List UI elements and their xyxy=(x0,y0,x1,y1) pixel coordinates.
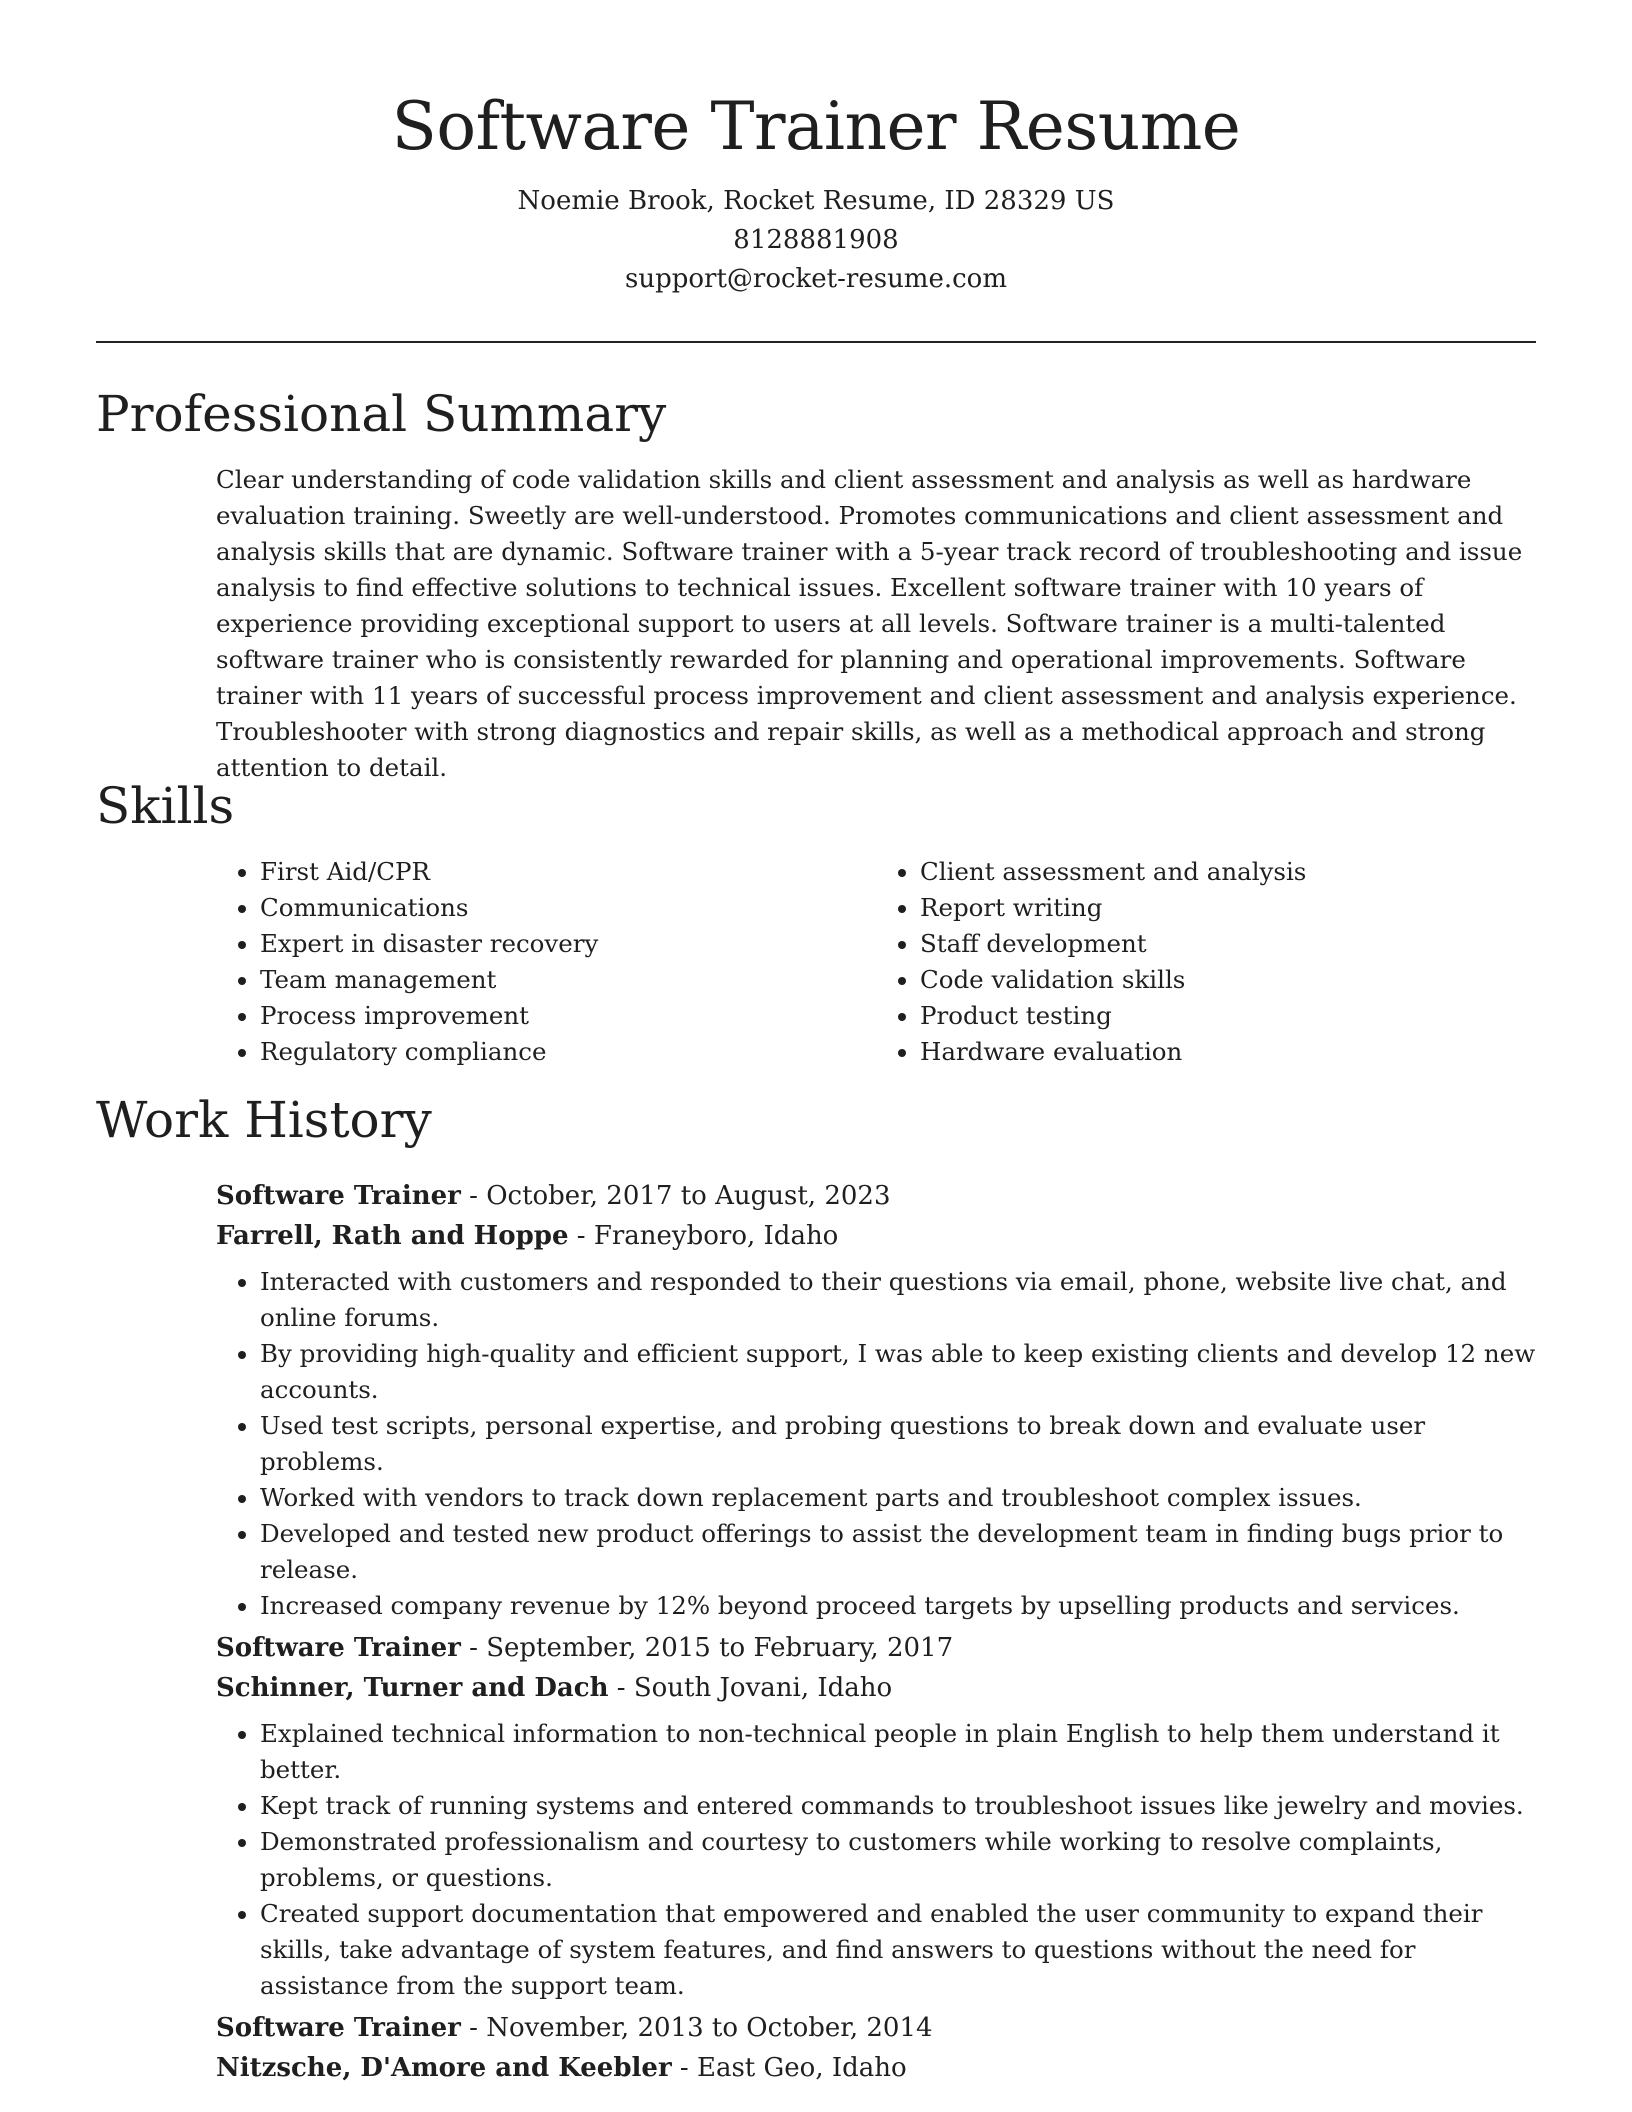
job-company-line: Nitzsche, D'Amore and Keebler - East Geo, Idaho xyxy=(216,2053,907,2083)
job-title: Software Trainer xyxy=(216,1633,461,1663)
contact-email: support@rocket-resume.com xyxy=(624,264,1007,294)
job-bullet: • Worked with vendors to track down replacement parts and troubleshoot complex issues. xyxy=(260,1480,1541,1516)
job-dates: October, 2017 to August, 2023 xyxy=(486,1181,891,1211)
skills-left-column xyxy=(216,854,876,1070)
skill-item: • Hardware evaluation xyxy=(920,1034,1536,1070)
job-bullets xyxy=(216,1716,1541,2004)
skill-item: • Expert in disaster recovery xyxy=(260,926,876,962)
job-title: Software Trainer xyxy=(216,2013,461,2043)
job-bullet: • Created support documentation that empowered and enabled the user community to expand their skills, take advantage of system features, and find answers to questions without the need for assistance from the support team. xyxy=(260,1896,1541,2004)
job-bullet: • Demonstrated professionalism and courtesy to customers while working to resolve complaints, problems, or questions. xyxy=(260,1824,1541,1896)
job-location: East Geo, Idaho xyxy=(696,2053,907,2083)
job-entry xyxy=(216,1628,1541,2004)
job-location: South Jovani, Idaho xyxy=(633,1673,893,1703)
job-dates: November, 2013 to October, 2014 xyxy=(486,2013,933,2043)
skill-item: • Process improvement xyxy=(260,998,876,1034)
job-company-line: Schinner, Turner and Dach - South Jovani, Idaho xyxy=(216,1673,893,1703)
job-title-line: Software Trainer - September, 2015 to February, 2017 xyxy=(216,1633,954,1663)
job-bullet: • Used test scripts, personal expertise, and probing questions to break down and evaluate user problems. xyxy=(260,1408,1541,1480)
skill-item: • Staff development xyxy=(920,926,1536,962)
skills-list xyxy=(216,854,1536,1070)
job-company: Schinner, Turner and Dach xyxy=(216,1673,609,1703)
job-bullet: • Developed and tested new product offerings to assist the development team in finding bugs prior to release. xyxy=(260,1516,1541,1588)
job-bullet: • Interacted with customers and responded to their questions via email, phone, website live chat, and online forums. xyxy=(260,1264,1541,1336)
job-entry xyxy=(216,2008,1541,2088)
work-history-heading: Work History xyxy=(96,1091,432,1149)
job-bullets xyxy=(216,1264,1541,1624)
job-company: Farrell, Rath and Hoppe xyxy=(216,1221,569,1251)
job-location: Franeyboro, Idaho xyxy=(593,1221,839,1251)
contact-block xyxy=(0,182,1632,299)
contact-phone: 8128881908 xyxy=(733,225,899,255)
job-title: Software Trainer xyxy=(216,1181,461,1211)
skill-item: • Team management xyxy=(260,962,876,998)
job-company-line: Farrell, Rath and Hoppe - Franeyboro, Idaho xyxy=(216,1221,839,1251)
summary-heading: Professional Summary xyxy=(96,385,667,443)
job-dates: September, 2015 to February, 2017 xyxy=(486,1633,954,1663)
skill-item: • Report writing xyxy=(920,890,1536,926)
job-bullet: • By providing high-quality and efficient support, I was able to keep existing clients and develop 12 new accounts. xyxy=(260,1336,1541,1408)
job-bullet: • Increased company revenue by 12% beyond proceed targets by upselling products and services. xyxy=(260,1588,1541,1624)
skill-item: • Code validation skills xyxy=(920,962,1536,998)
skill-item: • Communications xyxy=(260,890,876,926)
header-divider xyxy=(96,341,1536,343)
job-bullet: • Explained technical information to non-technical people in plain English to help them understand it better. xyxy=(260,1716,1541,1788)
job-title-line: Software Trainer - November, 2013 to October, 2014 xyxy=(216,2013,933,2043)
resume-header xyxy=(0,0,1632,299)
skill-item: • Client assessment and analysis xyxy=(920,854,1536,890)
skill-item: • Product testing xyxy=(920,998,1536,1034)
summary-text: Clear understanding of code validation skills and client assessment and analysis as well as hardware evaluation training. Sweetly are well-understood. Promotes communications and client assessment and analysis skills that are dynamic. Software trainer with a 5-year track record of troubleshooting and issue analysis to find effective solutions to technical issues. Excellent software trainer with 10 years of experience providing exceptional support to users at all levels. Software trainer is a multi-talented software trainer who is consistently rewarded for planning and operational improvements. Software trainer with 11 years of successful process improvement and client assessment and analysis experience. Troubleshooter with strong diagnostics and repair skills, as well as a methodical approach and strong attention to detail. xyxy=(216,465,1523,782)
job-company: Nitzsche, D'Amore and Keebler xyxy=(216,2053,672,2083)
job-bullet: • Kept track of running systems and entered commands to troubleshoot issues like jewelry and movies. xyxy=(260,1788,1541,1824)
job-entry xyxy=(216,1176,1541,1624)
skills-right-column xyxy=(876,854,1536,1070)
skill-item: • Regulatory compliance xyxy=(260,1034,876,1070)
job-title-line: Software Trainer - October, 2017 to August, 2023 xyxy=(216,1181,891,1211)
skill-item: • First Aid/CPR xyxy=(260,854,876,890)
contact-address: Noemie Brook, Rocket Resume, ID 28329 US xyxy=(517,186,1115,216)
resume-title: Software Trainer Resume xyxy=(391,88,1241,165)
skills-heading: Skills xyxy=(96,777,235,835)
